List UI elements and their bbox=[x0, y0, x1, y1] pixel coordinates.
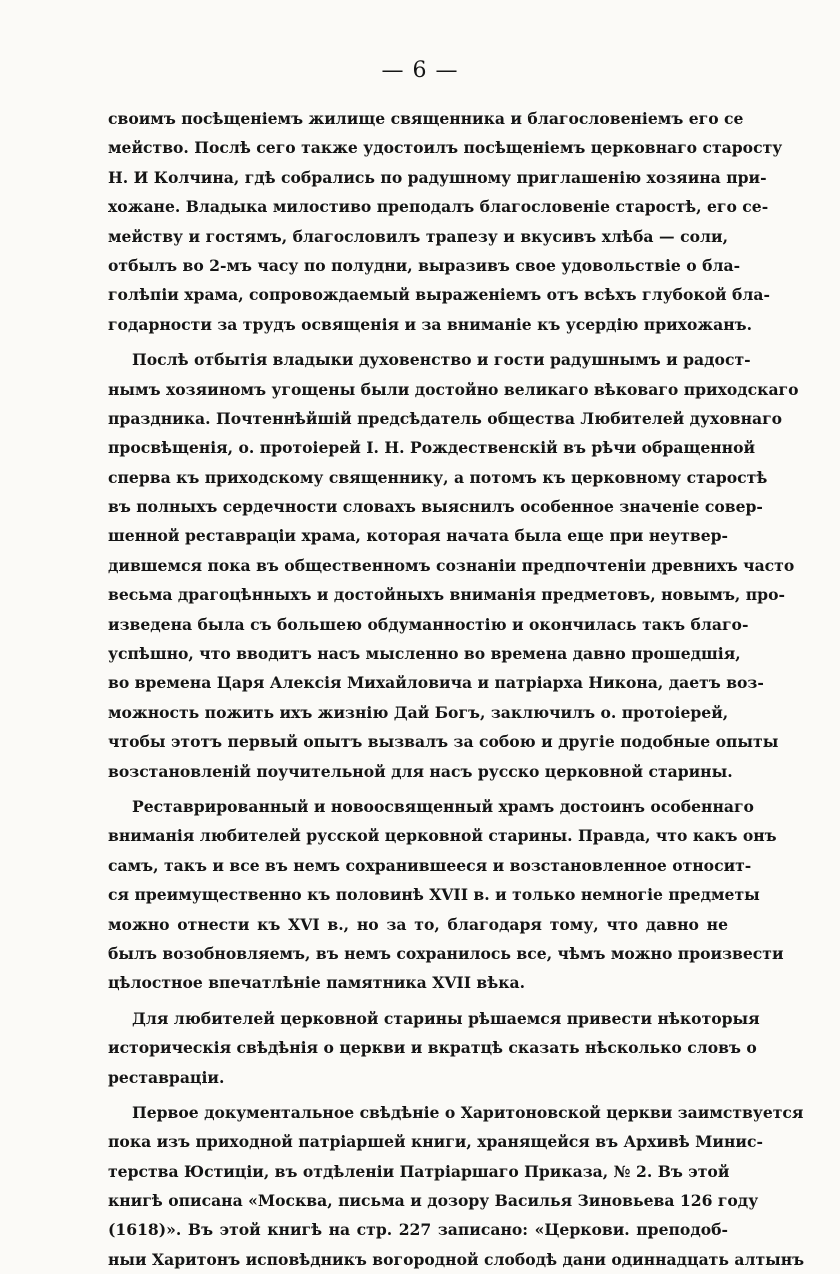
text-line: историческія свѣдѣнія о церкви и вкратцѣ сказать нѣсколько словъ о bbox=[108, 1038, 757, 1058]
text-line: чтобы этотъ первый опытъ вызвалъ за собою и другіе подобные опыты bbox=[108, 732, 779, 752]
paragraph bbox=[108, 345, 799, 786]
text-line: можно отнести къ XVI в., но за то, благодаря тому, что давно не bbox=[108, 914, 728, 934]
paragraph bbox=[108, 1004, 760, 1092]
paragraph bbox=[108, 792, 784, 998]
text-line: возстановленій поучительной для насъ русско церковной старины. bbox=[108, 761, 733, 781]
text-line: успѣшно, что вводитъ насъ мысленно во времена давно прошедшія, bbox=[108, 644, 741, 664]
text-line: книгѣ описана «Москва, письма и дозору Василья Зиновьева 126 году bbox=[108, 1191, 759, 1211]
page-number: — 6 — bbox=[381, 58, 459, 83]
text-line: хожане. Владыка милостиво преподалъ благословеніе старостѣ, его се- bbox=[108, 197, 769, 217]
text-line: Первое документальное свѣдѣніе о Харитоновской церкви заимствуется bbox=[132, 1102, 804, 1122]
text-line: сперва къ приходскому священнику, а потомъ къ церковному старостѣ bbox=[108, 467, 768, 487]
text-line: былъ возобновляемъ, въ немъ сохранилось все, чѣмъ можно произвести bbox=[108, 943, 784, 963]
text-line: мейство. Послѣ сего также удостоилъ посѣщеніемъ церковнаго старосту bbox=[108, 138, 783, 158]
text-line: пока изъ приходной патріаршей книги, хранящейся въ Архивѣ Минис- bbox=[108, 1132, 763, 1152]
text-line: изведена была съ большею обдуманностію и окончилась такъ благо- bbox=[108, 614, 749, 634]
text-line: праздника. Почтеннѣйшій предсѣдатель общества Любителей духовнаго bbox=[108, 408, 783, 428]
text-line: просвѣщенія, о. протоіерей І. Н. Рождественскій въ рѣчи обращенной bbox=[108, 438, 756, 458]
text-line: своимъ посѣщеніемъ жилище священника и благословеніемъ его се bbox=[108, 109, 744, 128]
text-line: шенной реставраціи храма, которая начата была еще при неутвер- bbox=[108, 526, 728, 546]
text-line: вниманія любителей русской церковной старины. Правда, что какъ онъ bbox=[108, 826, 777, 846]
text-line: (1618)». Въ этой книгѣ на стр. 227 записано: «Церкови. преподоб- bbox=[108, 1220, 728, 1240]
text-line: годарности за трудъ освященія и за вниманіе къ усердію прихожанъ. bbox=[108, 314, 753, 334]
text-line: въ полныхъ сердечности словахъ выяснилъ особенное значеніе совер- bbox=[108, 497, 763, 517]
text-line: терства Юстиціи, въ отдѣленіи Патріаршаго Приказа, № 2. Въ этой bbox=[108, 1161, 730, 1181]
text-line: Послѣ отбытія владыки духовенство и гости радушнымъ и радост- bbox=[132, 350, 751, 370]
text-line: дившемся пока въ общественномъ сознаніи предпочтеніи древнихъ часто bbox=[108, 555, 795, 575]
text-line: можность пожить ихъ жизнію Дай Богъ, заключилъ о. протоіерей, bbox=[108, 702, 729, 722]
paragraph bbox=[108, 1098, 805, 1274]
text-line: цѣлостное впечатлѣніе памятника XVII вѣка. bbox=[108, 973, 526, 993]
text-line: голѣпіи храма, сопровождаемый выраженіемъ отъ всѣхъ глубокой бла- bbox=[108, 285, 770, 305]
text-line: самъ, такъ и все въ немъ сохранившееся и возстановленное относит- bbox=[108, 855, 752, 875]
text-line: ныи Харитонъ исповѣдникъ вогородной слободѣ дани одиннадцать алтынъ bbox=[108, 1249, 805, 1269]
text-line: реставраціи. bbox=[108, 1067, 225, 1087]
text-line: весьма драгоцѣнныхъ и достойныхъ вниманія предметовъ, новымъ, про- bbox=[108, 585, 785, 605]
text-line: нымъ хозяиномъ угощены были достойно великаго вѣковаго приходскаго bbox=[108, 379, 799, 399]
text-line: ся преимущественно къ половинѣ XVII в. и только немногіе предметы bbox=[108, 885, 760, 905]
paragraph bbox=[108, 104, 783, 339]
text-line: во времена Царя Алексія Михайловича и патріарха Никона, даетъ воз- bbox=[108, 673, 764, 693]
body-text bbox=[108, 104, 805, 1274]
text-line: отбылъ во 2-мъ часу по полудни, выразивъ свое удовольствіе о бла- bbox=[108, 255, 741, 275]
text-line: Н. И Колчина, гдѣ собрались по радушному приглашенію хозяина при- bbox=[108, 167, 767, 187]
text-line: Реставрированный и новоосвященный храмъ достоинъ особеннаго bbox=[132, 796, 754, 816]
text-line: мейству и гостямъ, благословилъ трапезу и вкусивъ хлѣба — соли, bbox=[108, 226, 728, 246]
text-line: Для любителей церковной старины рѣшаемся привести нѣкоторыя bbox=[132, 1008, 760, 1028]
